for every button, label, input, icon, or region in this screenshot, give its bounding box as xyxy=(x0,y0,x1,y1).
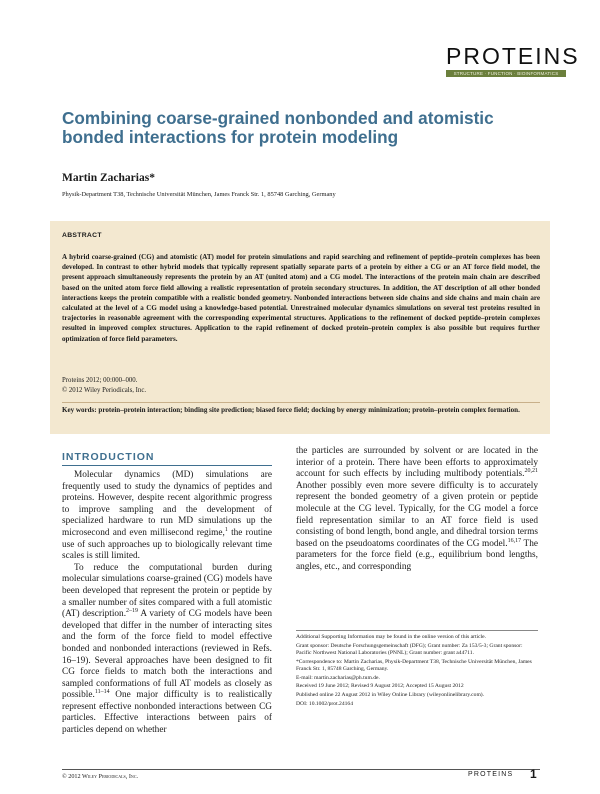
footnote-correspondence: *Correspondence to: Martin Zacharias, Physik-Department T38, Technische Universität München, James Franck Str. 1, 85748 Garching, Germany. xyxy=(296,658,532,672)
footnote-divider xyxy=(296,630,538,631)
intro-paragraph-1 xyxy=(62,470,272,563)
paragraph-text: Molecular dynamics (MD) simulations are frequently used to study the dynamics of peptides and proteins. However, despite recent algorithmic progress to improve sampling and the development of specialized hardware to run MD simulations up the microsecond and even millisecond regime, xyxy=(62,470,272,538)
journal-logo-text: PROTEINS xyxy=(446,43,580,69)
intro-paragraph-continued xyxy=(296,446,538,574)
footnote-received: Received 19 June 2012; Revised 9 August 2012; Accepted 15 August 2012 xyxy=(296,683,464,690)
body-column-right xyxy=(296,446,538,574)
paragraph-text: A variety of CG models have been developed that differ in the number of interacting sites and the form of the force field to model effective bonded and nonbonded interactions (reviewed in Refs. 16–19). Several approaches have been designed to fit CG force fields to match both the interactions and sampled conformations of full AT models as closely as possible. xyxy=(62,609,272,701)
paragraph-text: The parameters for the force field (e.g., equilibrium bond lengths, angles, etc., and corresponding xyxy=(296,538,538,572)
reference-link[interactable]: 20,21 xyxy=(524,468,538,475)
paragraph-text: To reduce the computational burden during molecular simulations coarse-grained (CG) models have been developed that represent the protein or peptide by a smaller number of sites compared with a full atomistic (AT) description. xyxy=(62,562,272,620)
abstract-heading: ABSTRACT xyxy=(62,232,102,239)
paragraph-text: the routine use of such approaches up to biologically relevant time scales is still limited. xyxy=(62,527,272,562)
footnotes xyxy=(296,634,538,709)
author-name: Martin Zacharias* xyxy=(62,172,155,184)
citation-copyright: © 2012 Wiley Periodicals, Inc. xyxy=(62,387,147,394)
footnote-supporting-info: Additional Supporting Information may be found in the online version of this article. xyxy=(296,634,486,640)
footnote-email[interactable]: E-mail: martin.zacharias@ph.tum.de. xyxy=(296,674,380,681)
journal-logo-tagline: STRUCTURE · FUNCTION · BIOINFORMATICS xyxy=(446,70,566,77)
article-title: Combining coarse-grained nonbonded and atomistic bonded interactions for protein modeling xyxy=(62,108,494,147)
footnote-grant: Grant sponsor: Deutsche Forschungsgemeinschaft (DFG); Grant number: Za 153/5-3; Grant sponsor: Pacific Northwest National Laboratories (PNNL); Grant number: grant a44711. xyxy=(296,642,523,656)
footer-copyright: © 2012 Wiley Periodicals, Inc. xyxy=(62,773,139,780)
paragraph-text: the particles are surrounded by solvent or are located in the interior of a protein. There have been efforts to approximately account for such effects by including multibody potentials. xyxy=(296,446,538,480)
abstract-text: A hybrid coarse-grained (CG) and atomistic (AT) model for protein simulations and rapid searching and refinement of peptide–protein complexes has been developed. In contrast to other hybrid models that typically represent spatially separate parts of a protein by either a CG or an AT force field model, the present approach simultaneously represents the protein by an AT (united atom) and a CG model. The interactions of the protein main chain are described based on the united atom force field allowing a realistic representation of protein secondary structures. In addition, the AT description of all other bonded interactions keeps the protein compatible with a realistic bonded geometry. Nonbonded interactions between side chains and side chains and main chain are calculated at the level of a CG model using a knowledge-based potential. Unrestrained molecular dynamics simulations on several test proteins resulted in trajectories in reasonable agreement with the corresponding experimental structures. Applications to the refinement of docked peptide–protein complexes resulted in improved complex structures. Application to the rapid refinement of docked protein–protein complex is also possible but requires further optimization of force field parameters. xyxy=(62,253,540,343)
body-column-left xyxy=(62,470,272,737)
footer-journal-name: PROTEINS xyxy=(468,771,514,778)
citation-line: Proteins 2012; 00:000–000. xyxy=(62,377,138,384)
paragraph-text: One major difficulty is to realistically represent effective nonbonded interactions between CG particles. Effective interactions between pairs of particles depend on whether xyxy=(62,690,272,736)
reference-link[interactable]: 1 xyxy=(224,526,228,533)
keywords: Key words: protein–protein interaction; binding site prediction; biased force field; docking by energy minimization; protein–protein complex formation. xyxy=(62,406,520,414)
footnote-published: Published online 22 August 2012 in Wiley Online Library (wileyonlinelibrary.com). xyxy=(296,691,485,698)
page-number: 1 xyxy=(530,767,537,781)
footer-rule xyxy=(62,769,540,770)
paragraph-text: Another possibly even more severe difficulty is to accurately represent the bonded geometry of a given protein or peptide molecule at the CG level. Typically, for the CG model a force field representation similar to an AT force field is used consisting of bond length, bond angle, and dihedral torsion terms based on the pseudoatoms coordinates of the CG model. xyxy=(296,480,538,549)
intro-paragraph-2 xyxy=(62,563,272,737)
author-affiliation: Physik-Department T38, Technische Universität München, James Franck Str. 1, 85748 Garching, Germany xyxy=(62,191,336,198)
abstract-divider xyxy=(62,402,540,403)
reference-link[interactable]: 11–14 xyxy=(94,689,110,696)
journal-logo xyxy=(446,43,580,77)
section-heading-introduction: INTRODUCTION xyxy=(62,451,155,463)
footnote-doi[interactable]: DOI: 10.1002/prot.24164 xyxy=(296,700,354,707)
section-heading-rule xyxy=(62,465,272,466)
reference-link[interactable]: 2–19 xyxy=(126,608,139,615)
reference-link[interactable]: 16,17 xyxy=(507,537,522,544)
